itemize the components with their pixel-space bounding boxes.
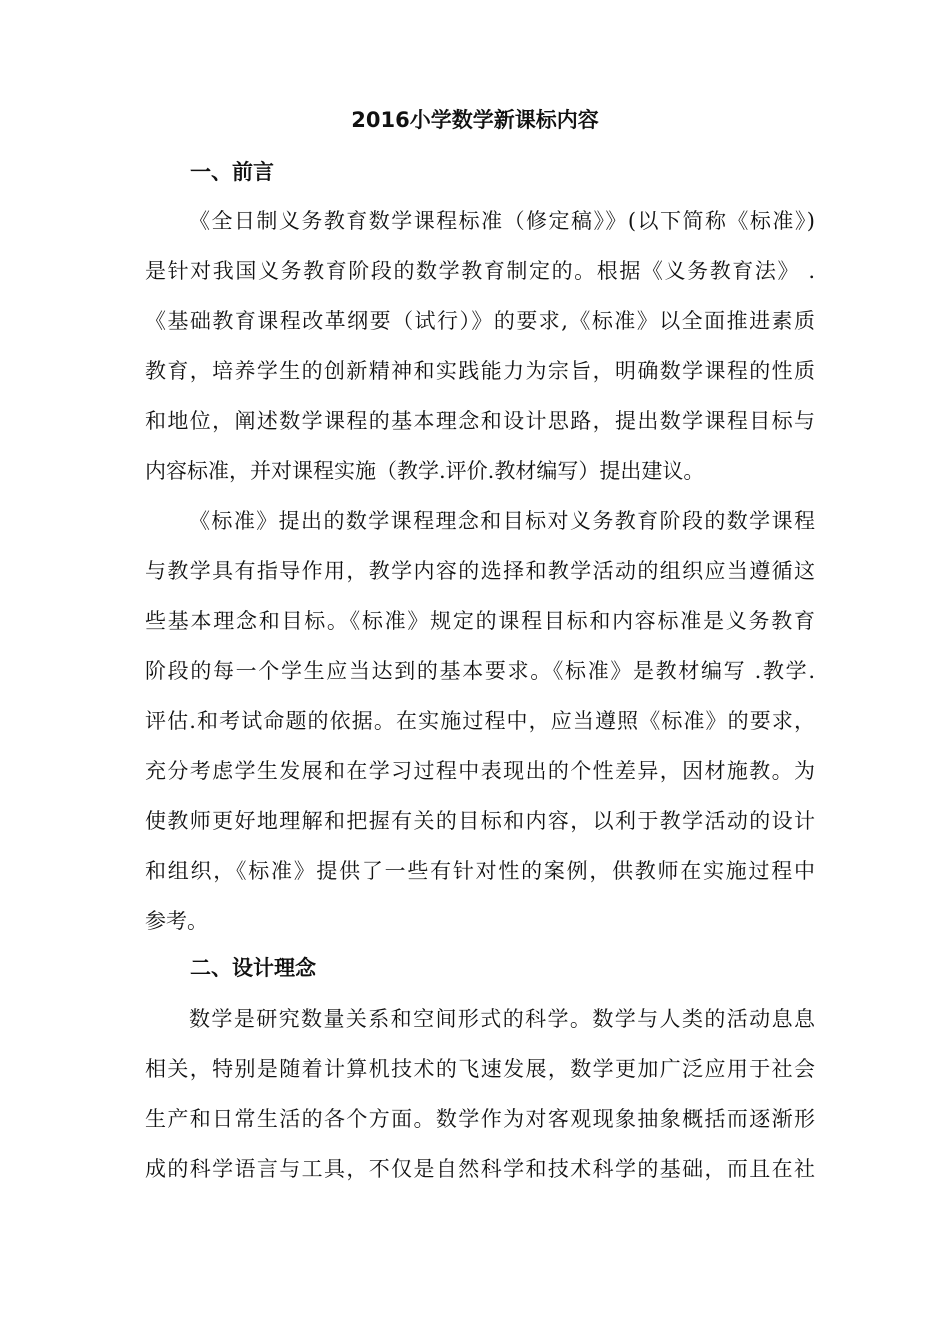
paragraph-preface-2 bbox=[145, 505, 815, 955]
paragraph-line: 使教师更好地理解和把握有关的目标和内容，以利于教学活动的设计 bbox=[145, 809, 815, 833]
paragraph-design-concept-1 bbox=[145, 1003, 815, 1203]
paragraph-line: 《全日制义务教育数学课程标准（修定稿》》(以下简称《标准》) bbox=[189, 209, 815, 233]
paragraph-line: 评估.和考试命题的依据。在实施过程中，应当遵照《标准》的要求， bbox=[145, 709, 815, 733]
paragraph-line: 和组织，《标准》提供了一些有针对性的案例，供教师在实施过程中 bbox=[145, 859, 815, 883]
section-heading-preface: 一、前言 bbox=[190, 160, 274, 184]
paragraph-line: 和地位，阐述数学课程的基本理念和设计思路，提出数学课程目标与 bbox=[145, 409, 815, 433]
paragraph-line: 相关，特别是随着计算机技术的飞速发展，数学更加广泛应用于社会 bbox=[145, 1057, 815, 1081]
paragraph-line: 数学是研究数量关系和空间形式的科学。数学与人类的活动息息 bbox=[189, 1007, 815, 1031]
paragraph-line: 生产和日常生活的各个方面。数学作为对客观现象抽象概括而逐渐形 bbox=[145, 1107, 815, 1131]
document-title: 2016小学数学新课标内容 bbox=[351, 108, 599, 132]
paragraph-preface-1 bbox=[145, 205, 815, 505]
paragraph-line: 《标准》提出的数学课程理念和目标对义务教育阶段的数学课程 bbox=[189, 509, 815, 533]
paragraph-line: 阶段的每一个学生应当达到的基本要求。《标准》是教材编写 .教学. bbox=[145, 659, 815, 683]
paragraph-line: 参考。 bbox=[145, 909, 208, 933]
paragraph-line: 是针对我国义务教育阶段的数学教育制定的。根据《义务教育法》 . bbox=[145, 259, 815, 283]
paragraph-line: 《基础教育课程改革纲要（试行）》的要求,《标准》以全面推进素质 bbox=[145, 309, 815, 333]
paragraph-line: 教育，培养学生的创新精神和实践能力为宗旨，明确数学课程的性质 bbox=[145, 359, 815, 383]
paragraph-line: 些基本理念和目标。《标准》规定的课程目标和内容标准是义务教育 bbox=[145, 609, 815, 633]
paragraph-line: 成的科学语言与工具，不仅是自然科学和技术科学的基础，而且在社 bbox=[145, 1157, 815, 1181]
paragraph-line: 内容标准，并对课程实施（教学.评价.教材编写）提出建议。 bbox=[145, 459, 705, 483]
paragraph-line: 充分考虑学生发展和在学习过程中表现出的个性差异，因材施教。为 bbox=[145, 759, 815, 783]
section-heading-design-concept: 二、设计理念 bbox=[190, 956, 316, 980]
paragraph-line: 与教学具有指导作用，教学内容的选择和教学活动的组织应当遵循这 bbox=[145, 559, 815, 583]
